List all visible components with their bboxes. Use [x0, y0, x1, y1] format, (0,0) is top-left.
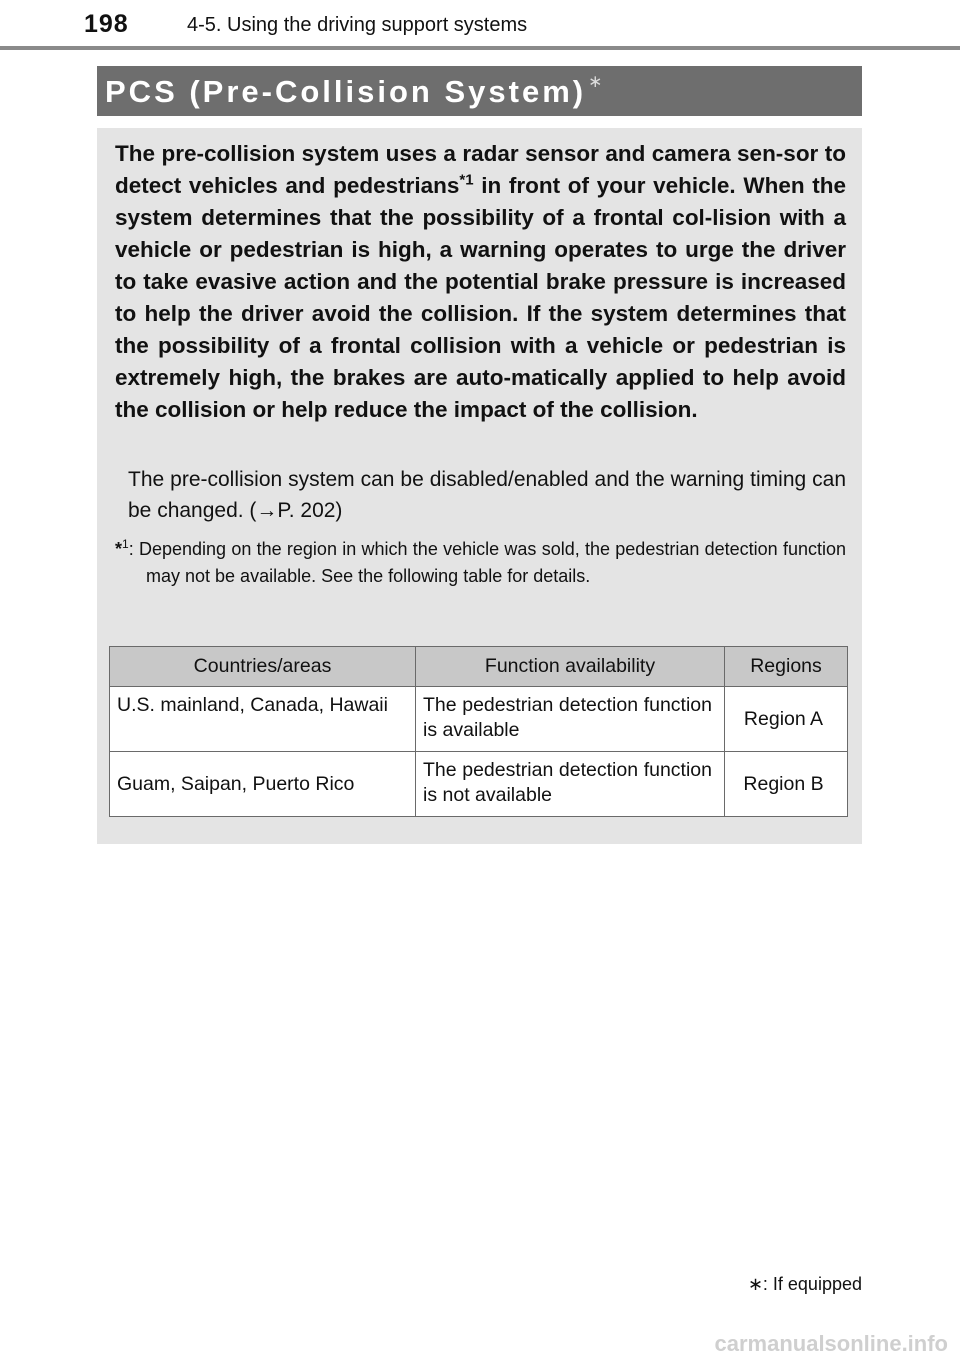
header-regions: Regions: [725, 647, 848, 687]
table-row: [110, 752, 848, 817]
table-header-row: [110, 647, 848, 687]
section-title-bar: [97, 66, 862, 116]
cell-region: Region A: [725, 687, 848, 752]
intro-text-part2: in front of your vehicle. When the system determines that the possibility of a frontal col-lision with a vehicle or pedestrian is high, a warning operates to urge the driver to take evasive action and the potential brake pressure is increased to help the driver avoid the collision. If the system determines that the possibility of a frontal collision with a vehicle or pedestrian is extremely high, the brakes are auto-matically applied to help avoid the collision or help reduce the impact of the collision.: [115, 173, 846, 422]
header-countries: Countries/areas: [110, 647, 416, 687]
footnote-reference: *1: [459, 171, 474, 189]
if-equipped-marker-icon: ∗: [588, 72, 606, 91]
content-panel: [97, 128, 862, 844]
section-title: [105, 74, 605, 110]
cell-region: Region B: [725, 752, 848, 817]
table-row: [110, 687, 848, 752]
cell-function: The pedestrian detection function is available: [416, 687, 725, 752]
cell-countries: Guam, Saipan, Puerto Rico: [110, 752, 416, 817]
footnote: [115, 536, 846, 590]
section-title-text: PCS (Pre-Collision System): [105, 74, 587, 109]
section-header: 4-5. Using the driving support systems: [187, 14, 528, 36]
watermark: carmanualsonline.info: [714, 1331, 948, 1356]
footnote-mark: *: [115, 539, 123, 559]
header-divider: [0, 46, 960, 50]
footnote-text: : Depending on the region in which the vehicle was sold, the pedestrian detection function may not be available. See the following table for details.: [128, 539, 846, 586]
settings-note: The pre-collision system can be disabled/enabled and the warning timing can be changed. (→P. 202): [128, 468, 846, 522]
page-number: 198: [84, 10, 129, 38]
cell-countries: U.S. mainland, Canada, Hawaii: [110, 687, 416, 752]
if-equipped-note: ∗: If equipped: [747, 1274, 862, 1294]
footnote-number: 1: [122, 537, 129, 551]
intro-paragraph: [115, 138, 846, 426]
cell-function: The pedestrian detection function is not available: [416, 752, 725, 817]
header-function: Function availability: [416, 647, 725, 687]
region-table: [109, 646, 848, 817]
intro-text-part1: The pre-collision system uses a radar sensor and camera sen-sor to detect vehicles and pedestrians: [115, 141, 846, 198]
